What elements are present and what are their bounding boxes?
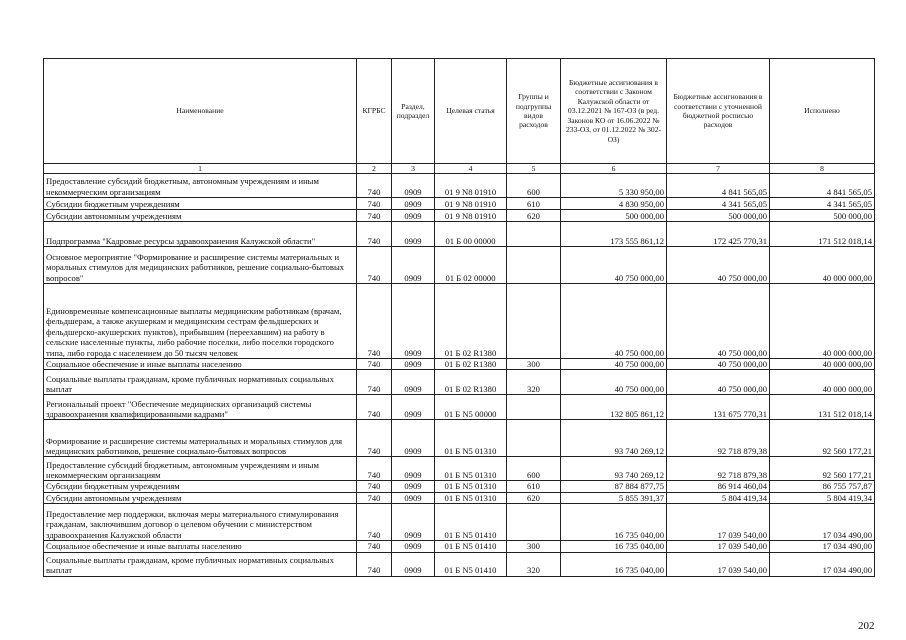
row-section: 0909 [392, 492, 435, 503]
row-name: Субсидии автономным учреждениям [44, 210, 357, 222]
row-refined-allocation: 4 841 565,05 [667, 174, 770, 198]
row-executed: 40 000 000,00 [770, 359, 875, 370]
row-law-allocation: 93 740 269,12 [561, 457, 667, 481]
header-target-article: Целевая статья [435, 59, 507, 164]
row-section: 0909 [392, 541, 435, 552]
row-law-allocation: 40 750 000,00 [561, 284, 667, 359]
table-row [44, 284, 875, 359]
row-executed: 40 000 000,00 [770, 284, 875, 359]
row-executed: 131 512 018,14 [770, 395, 875, 420]
row-name: Региональный проект "Обеспечение медицинских организаций системы здравоохранения квалифицированными кадрами" [44, 395, 357, 420]
row-expense-group [507, 247, 561, 284]
row-expense-group [507, 504, 561, 541]
row-target-article: 01 Б 02 R1380 [435, 359, 507, 370]
row-target-article: 01 Б N5 01410 [435, 552, 507, 576]
row-kgrbs: 740 [357, 359, 392, 370]
column-number: 5 [507, 164, 561, 174]
row-target-article: 01 Б 02 R1380 [435, 284, 507, 359]
row-target-article: 01 9 N8 01910 [435, 174, 507, 198]
row-section: 0909 [392, 420, 435, 457]
row-expense-group [507, 395, 561, 420]
row-target-article: 01 9 N8 01910 [435, 198, 507, 210]
budget-execution-table [43, 58, 875, 577]
row-target-article: 01 Б N5 01410 [435, 541, 507, 552]
header-expense-groups: Группы и подгруппы видов расходов [507, 59, 561, 164]
row-expense-group [507, 420, 561, 457]
row-expense-group [507, 284, 561, 359]
row-law-allocation: 40 750 000,00 [561, 247, 667, 284]
table-row [44, 210, 875, 222]
header-law-allocations: Бюджетные ассигнования в соответствии с Законом Калужской области от 03.12.2021 № 167-ОЗ (в ред. Законов КО от 16.06.2022 № 233-ОЗ, от 01.12.2022 № 302-ОЗ) [561, 59, 667, 164]
table-row [44, 457, 875, 481]
column-number: 8 [770, 164, 875, 174]
row-target-article: 01 Б 00 00000 [435, 222, 507, 247]
row-expense-group: 610 [507, 198, 561, 210]
row-law-allocation: 16 735 040,00 [561, 504, 667, 541]
row-refined-allocation: 40 750 000,00 [667, 284, 770, 359]
table-row [44, 359, 875, 370]
row-executed: 17 034 490,00 [770, 541, 875, 552]
row-expense-group: 320 [507, 552, 561, 576]
row-executed: 92 560 177,21 [770, 420, 875, 457]
row-target-article: 01 Б N5 01310 [435, 481, 507, 492]
row-section: 0909 [392, 370, 435, 395]
row-section: 0909 [392, 457, 435, 481]
row-kgrbs: 740 [357, 284, 392, 359]
row-law-allocation: 5 855 391,37 [561, 492, 667, 503]
row-kgrbs: 740 [357, 541, 392, 552]
row-name: Социальное обеспечение и иные выплаты населению [44, 541, 357, 552]
row-kgrbs: 740 [357, 457, 392, 481]
row-name: Предоставление мер поддержки, включая меры материального стимулирования гражданам, заключившим договор о целевом обучении с министерством здравоохранения Калужской области [44, 504, 357, 541]
row-target-article: 01 Б N5 01410 [435, 504, 507, 541]
table-row [44, 222, 875, 247]
row-name: Субсидии бюджетным учреждениям [44, 481, 357, 492]
row-law-allocation: 132 805 861,12 [561, 395, 667, 420]
row-law-allocation: 16 735 040,00 [561, 541, 667, 552]
row-section: 0909 [392, 222, 435, 247]
row-kgrbs: 740 [357, 174, 392, 198]
row-refined-allocation: 92 718 879,38 [667, 420, 770, 457]
row-executed: 4 841 565,05 [770, 174, 875, 198]
table-row [44, 198, 875, 210]
table-row [44, 370, 875, 395]
row-kgrbs: 740 [357, 370, 392, 395]
header-name: Наименование [44, 59, 357, 164]
row-refined-allocation: 40 750 000,00 [667, 359, 770, 370]
row-refined-allocation: 92 718 879,38 [667, 457, 770, 481]
row-law-allocation: 93 740 269,12 [561, 420, 667, 457]
row-expense-group: 320 [507, 370, 561, 395]
row-refined-allocation: 172 425 770,31 [667, 222, 770, 247]
row-name: Социальные выплаты гражданам, кроме публичных нормативных социальных выплат [44, 370, 357, 395]
row-section: 0909 [392, 395, 435, 420]
row-kgrbs: 740 [357, 420, 392, 457]
row-executed: 500 000,00 [770, 210, 875, 222]
row-name: Основное мероприятие "Формирование и расширение системы материальных и моральных стимулов для медицинских работников, решение социально-бытовых вопросов" [44, 247, 357, 284]
row-executed: 86 755 757,87 [770, 481, 875, 492]
table-row [44, 504, 875, 541]
row-section: 0909 [392, 481, 435, 492]
column-number-row [44, 164, 875, 174]
row-refined-allocation: 40 750 000,00 [667, 370, 770, 395]
row-expense-group: 300 [507, 541, 561, 552]
row-name: Субсидии автономным учреждениям [44, 492, 357, 503]
row-section: 0909 [392, 210, 435, 222]
row-refined-allocation: 500 000,00 [667, 210, 770, 222]
row-target-article: 01 Б N5 00000 [435, 395, 507, 420]
row-executed: 5 804 419,34 [770, 492, 875, 503]
table-row [44, 174, 875, 198]
row-refined-allocation: 131 675 770,31 [667, 395, 770, 420]
row-refined-allocation: 17 039 540,00 [667, 552, 770, 576]
row-name: Субсидии бюджетным учреждениям [44, 198, 357, 210]
row-kgrbs: 740 [357, 492, 392, 503]
row-kgrbs: 740 [357, 210, 392, 222]
row-law-allocation: 16 735 040,00 [561, 552, 667, 576]
column-number: 7 [667, 164, 770, 174]
row-target-article: 01 9 N8 01910 [435, 210, 507, 222]
row-expense-group: 620 [507, 210, 561, 222]
row-expense-group: 610 [507, 481, 561, 492]
column-number: 1 [44, 164, 357, 174]
row-section: 0909 [392, 247, 435, 284]
row-law-allocation: 500 000,00 [561, 210, 667, 222]
header-refined-allocations: Бюджетные ассигнования в соответствии с уточненной бюджетной росписью расходов [667, 59, 770, 164]
row-kgrbs: 740 [357, 198, 392, 210]
row-name: Предоставление субсидий бюджетным, автономным учреждениям и иным некоммерческим организациям [44, 457, 357, 481]
row-refined-allocation: 17 039 540,00 [667, 504, 770, 541]
row-section: 0909 [392, 198, 435, 210]
row-expense-group: 600 [507, 174, 561, 198]
row-expense-group: 600 [507, 457, 561, 481]
row-refined-allocation: 5 804 419,34 [667, 492, 770, 503]
header-kgrbs: КГРБС [357, 59, 392, 164]
row-refined-allocation: 86 914 460,04 [667, 481, 770, 492]
header-executed: Исполнено [770, 59, 875, 164]
column-number: 4 [435, 164, 507, 174]
row-law-allocation: 4 830 950,00 [561, 198, 667, 210]
column-number: 3 [392, 164, 435, 174]
row-name: Социальное обеспечение и иные выплаты населению [44, 359, 357, 370]
row-target-article: 01 Б N5 01310 [435, 492, 507, 503]
row-target-article: 01 Б 02 00000 [435, 247, 507, 284]
row-kgrbs: 740 [357, 504, 392, 541]
row-kgrbs: 740 [357, 481, 392, 492]
row-section: 0909 [392, 284, 435, 359]
row-target-article: 01 Б N5 01310 [435, 420, 507, 457]
row-section: 0909 [392, 174, 435, 198]
row-kgrbs: 740 [357, 395, 392, 420]
row-executed: 17 034 490,00 [770, 552, 875, 576]
table-row [44, 552, 875, 576]
row-name: Предоставление субсидий бюджетным, автономным учреждениям и иным некоммерческим организациям [44, 174, 357, 198]
row-executed: 4 341 565,05 [770, 198, 875, 210]
row-section: 0909 [392, 504, 435, 541]
row-executed: 17 034 490,00 [770, 504, 875, 541]
row-executed: 171 512 018,14 [770, 222, 875, 247]
column-number: 6 [561, 164, 667, 174]
row-name: Единовременные компенсационные выплаты медицинским работникам (врачам, фельдшерам, а также акушеркам и медицинским сестрам фельдшерских и фельдшерско-акушерских пунктов), прибывшим (переехавшим) на работу в сельские населенные пункты, либо рабочие поселки, либо поселки городского типа, либо города с населением до 50 тысяч человек [44, 284, 357, 359]
header-row [44, 59, 875, 164]
row-executed: 40 000 000,00 [770, 370, 875, 395]
column-number: 2 [357, 164, 392, 174]
row-name: Формирование и расширение системы материальных и моральных стимулов для медицинских работников, решение социально-бытовых вопросов [44, 420, 357, 457]
row-law-allocation: 40 750 000,00 [561, 359, 667, 370]
table-row [44, 492, 875, 503]
row-expense-group: 300 [507, 359, 561, 370]
row-executed: 40 000 000,00 [770, 247, 875, 284]
row-refined-allocation: 40 750 000,00 [667, 247, 770, 284]
page-number: 202 [858, 620, 875, 632]
row-section: 0909 [392, 359, 435, 370]
header-section: Раздел, подраздел [392, 59, 435, 164]
row-kgrbs: 740 [357, 247, 392, 284]
table-row [44, 395, 875, 420]
row-refined-allocation: 4 341 565,05 [667, 198, 770, 210]
row-name: Подпрограмма "Кадровые ресурсы здравоохранения Калужской области" [44, 222, 357, 247]
row-law-allocation: 40 750 000,00 [561, 370, 667, 395]
row-target-article: 01 Б N5 01310 [435, 457, 507, 481]
row-law-allocation: 5 330 950,00 [561, 174, 667, 198]
row-kgrbs: 740 [357, 552, 392, 576]
row-section: 0909 [392, 552, 435, 576]
row-law-allocation: 87 884 877,75 [561, 481, 667, 492]
row-law-allocation: 173 555 861,12 [561, 222, 667, 247]
row-target-article: 01 Б 02 R1380 [435, 370, 507, 395]
row-name: Социальные выплаты гражданам, кроме публичных нормативных социальных выплат [44, 552, 357, 576]
table-row [44, 420, 875, 457]
row-expense-group [507, 222, 561, 247]
row-kgrbs: 740 [357, 222, 392, 247]
table-row [44, 541, 875, 552]
row-refined-allocation: 17 039 540,00 [667, 541, 770, 552]
row-executed: 92 560 177,21 [770, 457, 875, 481]
table-row [44, 247, 875, 284]
table-row [44, 481, 875, 492]
row-expense-group: 620 [507, 492, 561, 503]
